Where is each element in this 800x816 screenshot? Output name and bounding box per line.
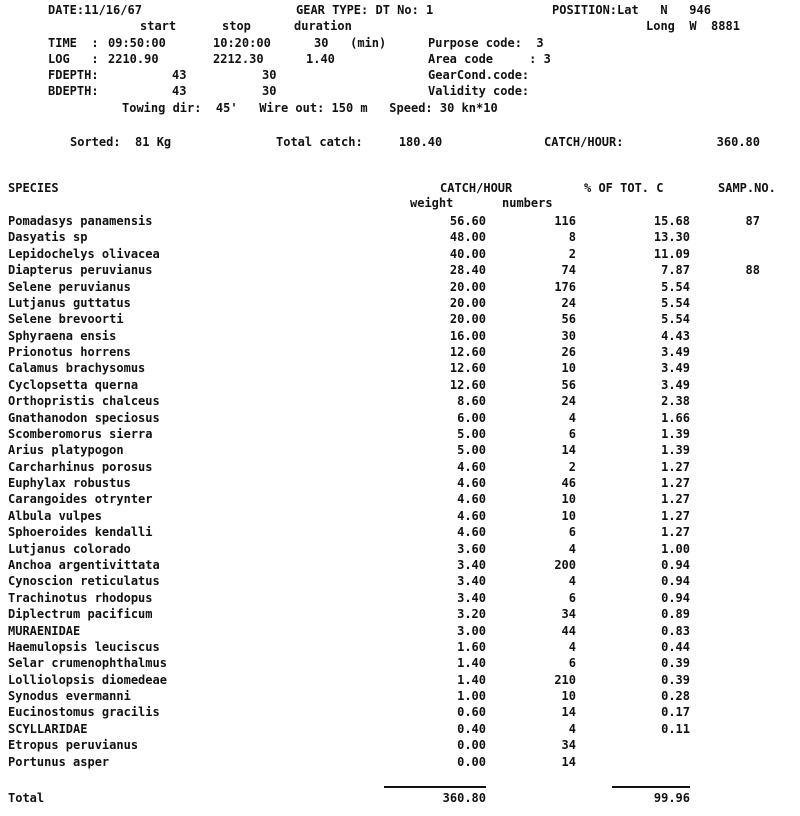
sorted-weight: Sorted: 81 Kg xyxy=(70,135,172,149)
weight-header: weight xyxy=(410,196,454,210)
species-name: Calamus brachysomus xyxy=(8,361,146,376)
species-weight: 3.20 xyxy=(457,607,486,622)
species-pct: 3.49 xyxy=(661,377,690,392)
species-name: Diplectrum pacificum xyxy=(8,607,153,622)
species-name: Diapterus peruvianus xyxy=(8,263,153,278)
species-count: 2 xyxy=(568,246,576,261)
log-duration: 1.40 xyxy=(306,52,335,66)
species-weight: 5.00 xyxy=(457,426,486,441)
species-weight: 4.60 xyxy=(457,476,486,491)
species-name: Prionotus horrens xyxy=(8,345,131,360)
time-start: 09:50:00 xyxy=(108,36,166,50)
species-pct: 0.94 xyxy=(661,574,690,589)
species-count: 4 xyxy=(568,410,576,425)
species-name: Trachinotus rhodopus xyxy=(8,590,153,605)
species-samp: 88 xyxy=(745,263,760,278)
species-pct: 0.89 xyxy=(661,607,690,622)
species-count: 34 xyxy=(561,738,576,753)
species-pct: 0.44 xyxy=(661,639,690,654)
species-header: SPECIES xyxy=(8,181,59,195)
species-pct: 1.00 xyxy=(661,541,690,556)
species-name: Gnathanodon speciosus xyxy=(8,410,160,425)
species-count: 8 xyxy=(568,230,576,245)
species-name: Etropus peruvianus xyxy=(8,738,139,753)
species-pct: 0.94 xyxy=(661,557,690,572)
weight-total-rule xyxy=(384,786,486,788)
species-name: Cynoscion reticulatus xyxy=(8,574,160,589)
species-weight: 12.60 xyxy=(449,377,486,392)
species-count: 210 xyxy=(554,672,576,687)
time-stop: 10:20:00 xyxy=(213,36,271,50)
log-label: LOG : xyxy=(48,52,99,66)
species-pct: 0.83 xyxy=(661,623,690,638)
species-count: 14 xyxy=(561,443,576,458)
species-weight: 3.00 xyxy=(457,623,486,638)
species-name: Sphyraena ensis xyxy=(8,328,117,343)
species-weight: 1.00 xyxy=(457,689,486,704)
towing-info: Towing dir: 45' Wire out: 150 m Speed: 30 kn*10 xyxy=(122,101,498,115)
col-duration: duration xyxy=(294,19,352,33)
species-weight: 6.00 xyxy=(457,410,486,425)
species-name: Albula vulpes xyxy=(8,508,102,523)
species-weight: 56.60 xyxy=(449,214,486,228)
species-count: 176 xyxy=(554,279,576,294)
species-name: Euphylax robustus xyxy=(8,476,131,491)
species-name: Scomberomorus sierra xyxy=(8,426,153,441)
species-count: 4 xyxy=(568,541,576,556)
species-weight: 3.40 xyxy=(457,574,486,589)
species-count: 34 xyxy=(561,607,576,622)
species-weight: 4.60 xyxy=(457,492,486,507)
species-count: 56 xyxy=(561,312,576,327)
total-weight: 360.80 xyxy=(442,791,486,805)
position-long: Long W 8881 xyxy=(646,19,740,33)
species-weight: 3.40 xyxy=(457,557,486,572)
species-weight: 16.00 xyxy=(449,328,486,343)
species-weight: 3.40 xyxy=(457,590,486,605)
species-name: Synodus evermanni xyxy=(8,689,131,704)
bdepth-label: BDEPTH: xyxy=(48,84,99,98)
species-weight: 20.00 xyxy=(449,295,486,310)
col-stop: stop xyxy=(222,19,251,33)
species-weight: 3.60 xyxy=(457,541,486,556)
time-label: TIME : xyxy=(48,36,99,50)
species-count: 24 xyxy=(561,394,576,409)
species-name: Lutjanus guttatus xyxy=(8,295,131,310)
catch-hour-value: 360.80 xyxy=(716,135,760,149)
species-weight: 8.60 xyxy=(457,394,486,409)
log-stop: 2212.30 xyxy=(213,52,264,66)
species-name: Carcharhinus porosus xyxy=(8,459,153,474)
species-pct: 1.27 xyxy=(661,525,690,540)
species-count: 74 xyxy=(561,263,576,278)
species-pct: 2.38 xyxy=(661,394,690,409)
pct-total-header: % OF TOT. C xyxy=(584,181,664,195)
species-count: 10 xyxy=(561,689,576,704)
species-count: 6 xyxy=(568,525,576,540)
species-weight: 1.40 xyxy=(457,656,486,671)
bdepth-stop: 30 xyxy=(262,84,277,98)
species-count: 14 xyxy=(561,705,576,720)
area-code: Area code : 3 xyxy=(428,52,551,66)
species-name: Cyclopsetta querna xyxy=(8,377,139,392)
species-weight: 0.00 xyxy=(457,738,486,753)
species-name: Anchoa argentivittata xyxy=(8,557,160,572)
numbers-header: numbers xyxy=(502,196,553,210)
total-label: Total xyxy=(8,791,45,805)
species-weight: 1.40 xyxy=(457,672,486,687)
species-pct: 0.28 xyxy=(661,689,690,704)
position-lat: POSITION:Lat N 946 xyxy=(552,3,711,17)
species-pct: 11.09 xyxy=(653,246,690,261)
species-name: Dasyatis sp xyxy=(8,230,88,245)
species-name: Lepidochelys olivacea xyxy=(8,246,160,261)
species-count: 26 xyxy=(561,345,576,360)
species-pct: 5.54 xyxy=(661,312,690,327)
species-name: Orthopristis chalceus xyxy=(8,394,160,409)
species-count: 10 xyxy=(561,361,576,376)
pct-total-rule xyxy=(612,786,690,788)
species-count: 6 xyxy=(568,590,576,605)
species-pct: 0.17 xyxy=(661,705,690,720)
validity-code: Validity code: xyxy=(428,84,530,98)
species-name: Carangoides otrynter xyxy=(8,492,153,507)
species-weight: 20.00 xyxy=(449,279,486,294)
species-weight: 5.00 xyxy=(457,443,486,458)
species-pct: 1.39 xyxy=(661,426,690,441)
species-count: 4 xyxy=(568,574,576,589)
species-pct: 1.27 xyxy=(661,476,690,491)
species-pct: 4.43 xyxy=(661,328,690,343)
fdepth-start: 43 xyxy=(172,68,187,82)
species-count: 200 xyxy=(554,557,576,572)
species-name: Arius platypogon xyxy=(8,443,124,458)
samp-no-header: SAMP.NO. xyxy=(718,181,776,195)
species-count: 6 xyxy=(568,426,576,441)
species-name: Selene brevoorti xyxy=(8,312,124,327)
species-count: 116 xyxy=(554,214,576,228)
col-start: start xyxy=(140,19,177,33)
species-name: Lutjanus colorado xyxy=(8,541,131,556)
species-count: 14 xyxy=(561,754,576,769)
species-name: Pomadasys panamensis xyxy=(8,214,153,228)
species-count: 2 xyxy=(568,459,576,474)
species-pct: 15.68 xyxy=(653,214,690,228)
species-name: Selene peruvianus xyxy=(8,279,131,294)
species-name: Portunus asper xyxy=(8,754,110,769)
fdepth-stop: 30 xyxy=(262,68,277,82)
species-weight: 20.00 xyxy=(449,312,486,327)
species-pct: 0.39 xyxy=(661,672,690,687)
species-weight: 0.00 xyxy=(457,754,486,769)
purpose-code: Purpose code: 3 xyxy=(428,36,544,50)
species-pct: 1.27 xyxy=(661,459,690,474)
species-pct: 7.87 xyxy=(661,263,690,278)
species-count: 10 xyxy=(561,508,576,523)
species-pct: 13.30 xyxy=(653,230,690,245)
species-weight: 1.60 xyxy=(457,639,486,654)
bdepth-start: 43 xyxy=(172,84,187,98)
date: DATE:11/16/67 xyxy=(48,3,142,17)
time-duration: 30 (min) xyxy=(314,36,387,50)
species-pct: 5.54 xyxy=(661,295,690,310)
species-pct: 1.27 xyxy=(661,492,690,507)
species-pct: 0.94 xyxy=(661,590,690,605)
species-weight: 28.40 xyxy=(449,263,486,278)
species-weight: 12.60 xyxy=(449,361,486,376)
species-name: MURAENIDAE xyxy=(8,623,81,638)
total-catch: Total catch: 180.40 xyxy=(276,135,443,149)
species-name: SCYLLARIDAE xyxy=(8,721,88,736)
species-weight: 48.00 xyxy=(449,230,486,245)
species-weight: 4.60 xyxy=(457,508,486,523)
species-name: Selar crumenophthalmus xyxy=(8,656,167,671)
species-pct: 3.49 xyxy=(661,345,690,360)
species-pct: 1.27 xyxy=(661,508,690,523)
species-pct: 1.39 xyxy=(661,443,690,458)
total-pct: 99.96 xyxy=(653,791,690,805)
species-pct: 5.54 xyxy=(661,279,690,294)
species-weight: 4.60 xyxy=(457,459,486,474)
species-pct: 0.39 xyxy=(661,656,690,671)
species-weight: 40.00 xyxy=(449,246,486,261)
species-weight: 4.60 xyxy=(457,525,486,540)
species-name: Haemulopsis leuciscus xyxy=(8,639,160,654)
species-count: 56 xyxy=(561,377,576,392)
species-name: Eucinostomus gracilis xyxy=(8,705,160,720)
species-count: 6 xyxy=(568,656,576,671)
log-start: 2210.90 xyxy=(108,52,159,66)
species-weight: 0.40 xyxy=(457,721,486,736)
catch-hour-header: CATCH/HOUR xyxy=(440,181,513,195)
species-pct: 0.11 xyxy=(661,721,690,736)
species-count: 44 xyxy=(561,623,576,638)
species-samp: 87 xyxy=(745,214,760,228)
species-count: 4 xyxy=(568,721,576,736)
catch-hour-label: CATCH/HOUR: xyxy=(544,135,624,149)
species-weight: 0.60 xyxy=(457,705,486,720)
species-count: 30 xyxy=(561,328,576,343)
species-count: 24 xyxy=(561,295,576,310)
gear-type: GEAR TYPE: DT No: 1 xyxy=(296,3,434,17)
species-count: 46 xyxy=(561,476,576,491)
species-pct: 1.66 xyxy=(661,410,690,425)
species-count: 10 xyxy=(561,492,576,507)
species-count: 4 xyxy=(568,639,576,654)
species-name: Sphoeroides kendalli xyxy=(8,525,153,540)
species-weight: 12.60 xyxy=(449,345,486,360)
species-pct: 3.49 xyxy=(661,361,690,376)
species-name: Lolliolopsis diomedeae xyxy=(8,672,167,687)
gearcond-code: GearCond.code: xyxy=(428,68,530,82)
fdepth-label: FDEPTH: xyxy=(48,68,99,82)
